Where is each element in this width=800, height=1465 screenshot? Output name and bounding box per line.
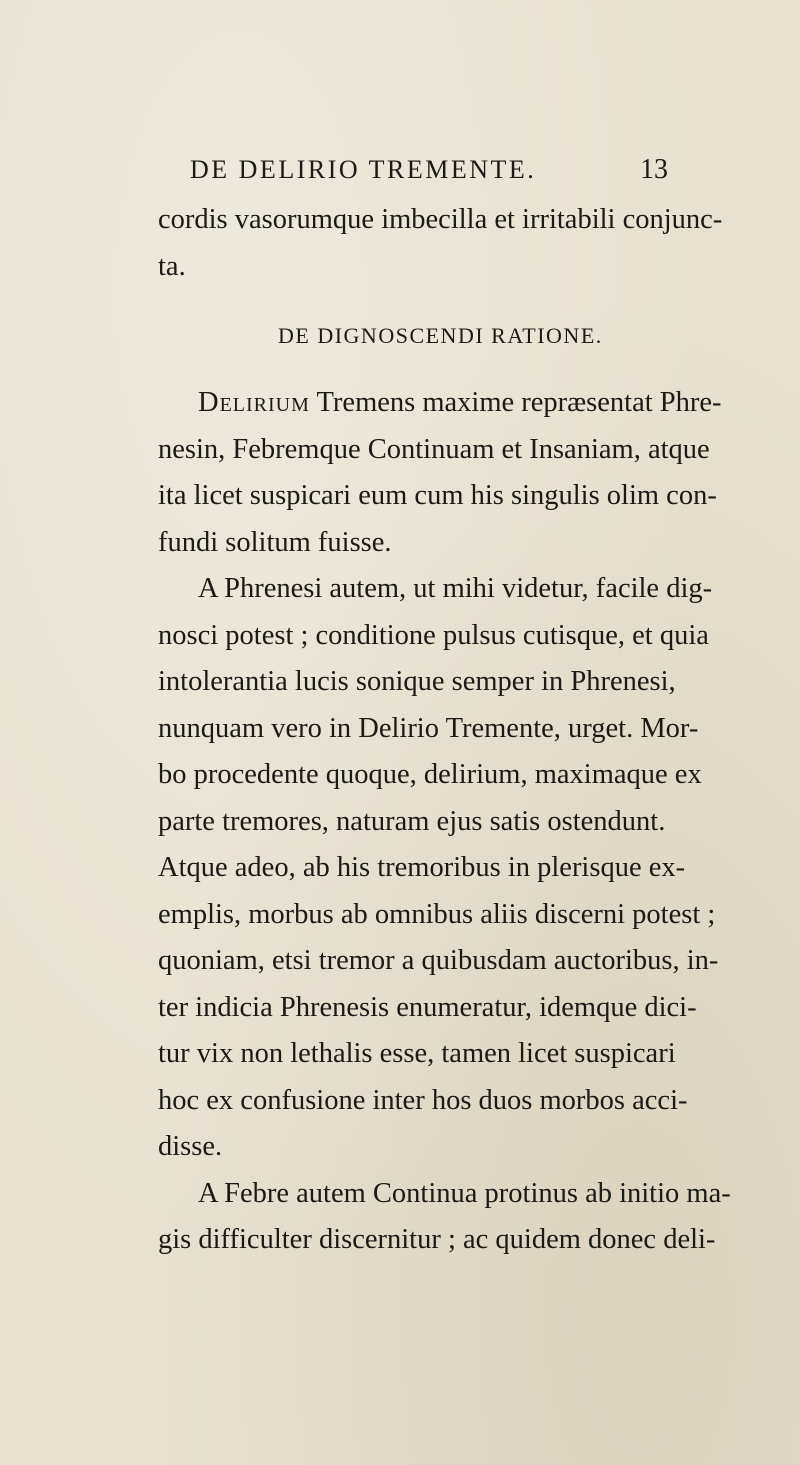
paragraph [158,1171,731,1264]
running-title: DE DELIRIO TREMENTE. [190,155,537,184]
running-head [0,150,800,190]
paragraph [158,380,722,566]
paragraph [158,566,719,1171]
text-line: ita licet suspicari eum cum his singulis olim con- [158,480,717,511]
text-line: bo procedente quoque, delirium, maximaque ex [158,759,702,790]
page-number: 13 [640,154,668,185]
text-line: fundi solitum fuisse. [158,526,392,558]
text-line: cordis vasorumque imbecilla et irritabili conjunc- [158,204,723,235]
text-line: emplis, morbus ab omnibus aliis discerni potest ; [158,898,716,930]
text-line: disse. [158,1131,223,1162]
text-line: ta. [158,250,186,282]
text-line: A Phrenesi autem, ut mihi videtur, facile dig- [198,573,713,604]
text-line: A Febre autem Continua protinus ab initio ma- [198,1177,731,1209]
body-text [158,197,731,1264]
text-line: Atque adeo, ab his tremoribus in plerisque ex- [158,852,686,883]
text-line: nosci potest ; conditione pulsus cutisque, et quia [158,619,709,651]
text-line: ter indicia Phrenesis enumeratur, idemque dici- [158,991,697,1023]
text-line: quoniam, etsi tremor a quibusdam auctoribus, in- [158,945,719,976]
text-line: gis difficulter discernitur ; ac quidem donec deli- [158,1224,716,1255]
text-line: nesin, Febremque Continuam et Insaniam, atque [158,433,710,465]
continuation-paragraph [158,197,723,290]
text-line: intolerantia lucis sonique semper in Phrenesi, [158,666,676,697]
section-heading: DE DIGNOSCENDI RATIONE. [278,323,603,348]
paragraph-lead-word: Delirium [198,387,310,418]
text-line: hoc ex confusione inter hos duos morbos acci- [158,1084,688,1116]
text-line: tur vix non lethalis esse, tamen licet suspicari [158,1038,676,1069]
text-line: Delirium Tremens maxime repræsentat Phre- [198,387,722,418]
text-line: parte tremores, naturam ejus satis ostendunt. [158,805,666,837]
text-line: nunquam vero in Delirio Tremente, urget. Mor- [158,712,699,744]
